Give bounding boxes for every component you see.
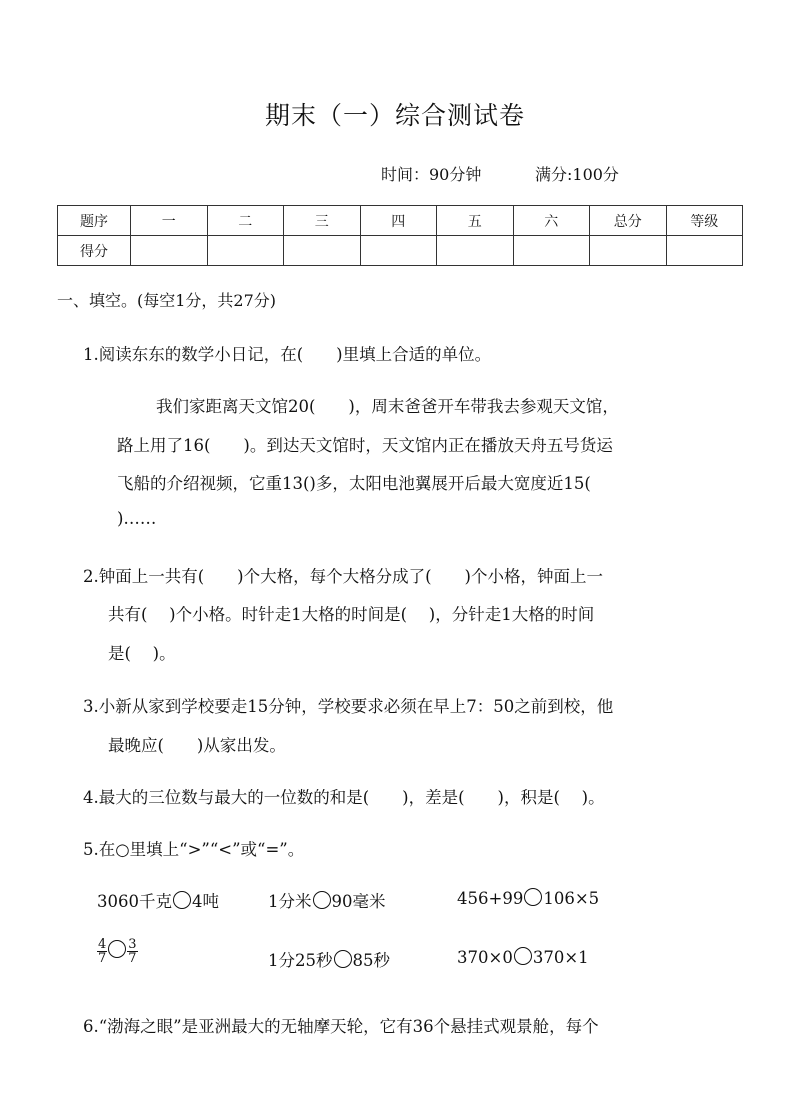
score-cell[interactable] (666, 236, 743, 266)
compare-item (268, 888, 386, 912)
compare-right: 106×5 (543, 889, 600, 908)
question-2-line: 2.钟面上一共有( )个大格，每个大格分成了( )个小格，钟面上一 (83, 567, 603, 586)
compare-left: 1分25秒 (268, 951, 333, 970)
compare-item (97, 888, 219, 912)
score-table-header-cell: 三 (284, 206, 361, 236)
exam-full-score: 满分:100分 (535, 165, 619, 184)
fraction-denominator: 7 (98, 951, 107, 966)
score-table-header-row (58, 206, 743, 236)
fraction-numerator: 4 (98, 937, 107, 952)
compare-item (268, 947, 390, 971)
score-table-header-cell: 五 (437, 206, 514, 236)
compare-item (457, 947, 589, 967)
score-table-header-cell: 六 (513, 206, 590, 236)
score-cell[interactable] (437, 236, 514, 266)
compare-right: 85秒 (352, 951, 390, 970)
compare-item (457, 888, 599, 908)
score-table-header-cell: 等级 (666, 206, 743, 236)
compare-circle-blank[interactable] (524, 888, 542, 906)
compare-left: 370×0 (457, 948, 513, 967)
compare-left: 3060千克 (97, 892, 172, 911)
score-cell[interactable] (513, 236, 590, 266)
score-cell[interactable] (590, 236, 667, 266)
score-cell[interactable] (207, 236, 284, 266)
compare-left: 1分米 (268, 892, 312, 911)
diary-line: 我们家距离天文馆20( )，周末爸爸开车带我去参观天文馆， (156, 397, 619, 416)
exam-time: 时间：90分钟 (381, 165, 482, 184)
compare-circle-blank[interactable] (108, 940, 126, 958)
question-1: 1.阅读东东的数学小日记，在( )里填上合适的单位。 (83, 345, 492, 364)
compare-circle-blank[interactable] (334, 950, 352, 968)
fraction-left (97, 938, 107, 965)
page-title: 期末（一）综合测试卷 (264, 101, 525, 130)
score-table (57, 205, 743, 266)
score-table-header-cell: 题序 (58, 206, 131, 236)
score-table-header-cell: 四 (360, 206, 437, 236)
compare-right: 370×1 (532, 948, 589, 967)
question-2-line: 共有( )个小格。时针走1大格的时间是( )，分针走1大格的时间 (108, 605, 595, 624)
section-heading: 一、填空。(每空1分，共27分) (57, 291, 277, 310)
compare-circle-blank[interactable] (313, 891, 331, 909)
compare-left: 456+99 (457, 889, 524, 908)
fraction-right (127, 938, 137, 965)
fraction-numerator: 3 (128, 937, 137, 952)
compare-circle-blank[interactable] (514, 947, 532, 965)
compare-item-fraction (97, 938, 138, 965)
compare-right: 90毫米 (331, 892, 386, 911)
compare-circle-blank[interactable] (173, 891, 191, 909)
question-6: 6.“渤海之眼”是亚洲最大的无轴摩天轮，它有36个悬挂式观景舱，每个 (83, 1017, 599, 1036)
score-cell[interactable] (360, 236, 437, 266)
diary-line: )…… (117, 509, 157, 528)
score-cell[interactable] (284, 236, 361, 266)
question-5: 5.在○里填上“>”“<”或“=”。 (83, 840, 305, 859)
score-table-header-cell: 总分 (590, 206, 667, 236)
diary-line: 飞船的介绍视频，它重13()多，太阳电池翼展开后最大宽度近15( (117, 474, 591, 493)
score-table-header-cell: 一 (131, 206, 208, 236)
score-table-header-cell: 二 (207, 206, 284, 236)
diary-line: 路上用了16( )。到达天文馆时，天文馆内正在播放天舟五号货运 (117, 436, 613, 455)
fraction-denominator: 7 (128, 951, 137, 966)
question-4: 4.最大的三位数与最大的一位数的和是( )，差是( )，积是( )。 (83, 788, 605, 807)
question-2-line: 是( )。 (108, 644, 176, 663)
score-table-score-row (58, 236, 743, 266)
question-3-line: 最晚应( )从家出发。 (108, 736, 286, 755)
score-cell[interactable] (131, 236, 208, 266)
score-row-label: 得分 (58, 236, 131, 266)
compare-right: 4吨 (192, 892, 219, 911)
question-3-line: 3.小新从家到学校要走15分钟，学校要求必须在早上7：50之前到校，他 (83, 697, 614, 716)
